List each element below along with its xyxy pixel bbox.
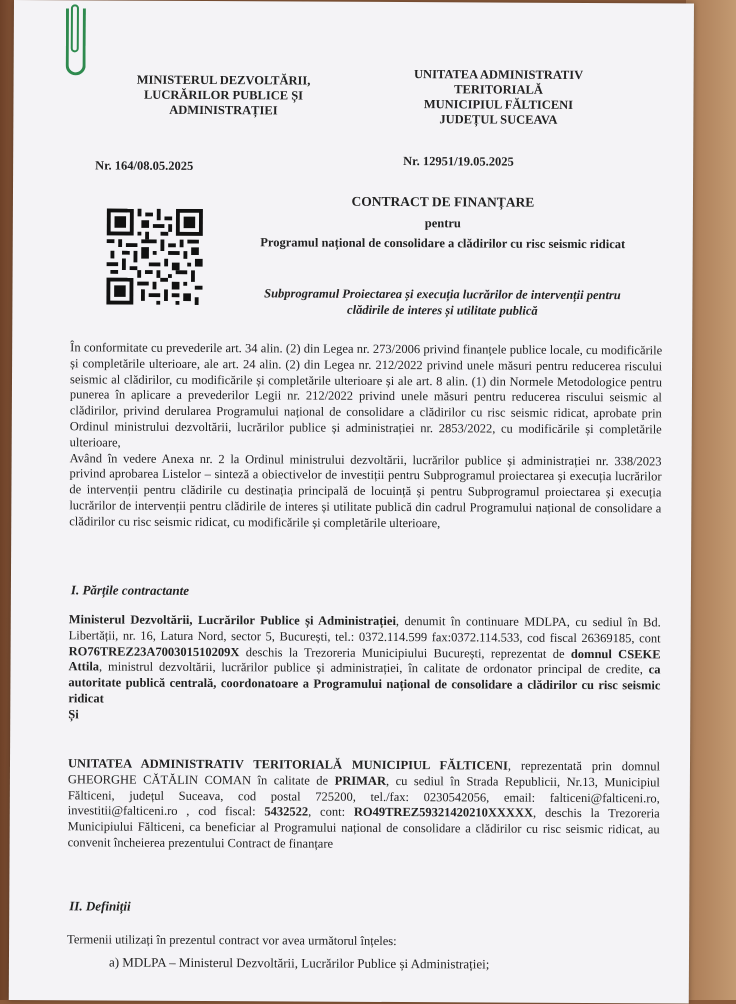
document-page (9, 0, 694, 1004)
uat-account: RO49TREZ59321420210XXXXX (353, 805, 534, 821)
program-name: Programul național de consolidare a clădirilor cu risc seismic ridicat (260, 235, 626, 252)
conjunction-and: Și (68, 707, 79, 722)
contract-title: CONTRACT DE FINANȚARE (351, 193, 535, 210)
mdlpa-role: ca autoritate publică centrală, coordonatoare a Programului național de consolidare a clădirilor cu risc seismic ridicat (68, 662, 661, 706)
section-title-definitions: II. Definiții (69, 898, 131, 914)
party-mdlpa (68, 612, 661, 726)
preamble (69, 340, 662, 533)
section-title-parties: I. Părțile contractante (70, 582, 190, 598)
uat-header: UNITATEA ADMINISTRATIV TERITORIALĂ MUNICIPIUL FĂLTICENI JUDEȚUL SUCEAVA (414, 67, 584, 127)
mdlpa-name: Ministerul Dezvoltării, Lucrărilor Publice și Administrației (68, 612, 396, 629)
mdlpa-text: , ministrul dezvoltării, lucrărilor publice și administrației, în calitate de ordonator principal de credite, (99, 659, 649, 677)
mdlpa-representative: domnul CSEKE Attila (68, 646, 661, 674)
ministry-header: MINISTERUL DEZVOLTĂRII, LUCRĂRILOR PUBLICE ȘI ADMINISTRAȚIEI (136, 72, 311, 118)
registration-number-ministry: Nr. 164/08.05.2025 (95, 158, 194, 173)
uat-name: UNITATEA ADMINISTRATIV TERITORIALĂ MUNICIPIUL FĂLTICENI (67, 756, 508, 773)
uat-text: , reprezentată prin domnul GHEORGHE CĂTĂLIN COMAN în calitate de (67, 758, 661, 788)
preamble-paragraph-2: Având în vedere Anexa nr. 2 la Ordinul ministrului dezvoltării, lucrărilor publice și administrației nr. 338/2023 privind aprobarea Listelor – sinteză a obiectivelor de investiții pentru Subprogramul proiectarea și execuția lucrărilor de intervenții pentru clădirile cu destinația principală de locuință și pentru Subprogramul proiectarea și execuția lucrărilor de intervenții pentru clădirile de interes și utilitate publică din cadrul Programului național de consolidare a clădirilor cu risc seismic ridicat, cu modificările și completările ulterioare, (69, 450, 662, 531)
mdlpa-text: deschis la Trezoreria Municipiului București, reprezentat de (239, 644, 571, 661)
mdlpa-text: , denumit în continuare MDLPA, cu sediul în Bd. Libertății, nr. 16, Latura Nord, sector 5, București, tel.: 0372.114.599 fax:0372.114.533, cod fiscal 26369185, cont (68, 614, 661, 646)
uat-fiscal-code: 5432522 (264, 804, 309, 819)
uat-text: , cont: (308, 804, 354, 820)
desk-right (686, 0, 736, 1000)
definition-item-a: a) MDLPA – Ministerul Dezvoltării, Lucrărilor Publice și Administrației; (108, 954, 490, 972)
mdlpa-account: RO76TREZ23A700301510209X (68, 643, 240, 659)
uat-role: PRIMAR (334, 773, 387, 788)
preamble-paragraph-1: În conformitate cu prevederile art. 34 alin. (2) din Legea nr. 273/2006 privind finanțele publice locale, cu modificările și completările ulterioare, ale art. 24 alin. (2) din Legea nr. 212/2022 privind unele măsuri pentru reducerea riscului seismic al clădirilor, cu modificările și completările ulterioare și ale art. 8 alin. (1) din Normele Metodologice pentru punerea în aplicare a prevederilor Legii nr. 212/2022 privind unele măsuri pentru reducerea riscului seismic al clădirilor, privind derularea Programului național de consolidare a clădirilor cu risc seismic ridicat, aprobate prin Ordinul ministrului dezvoltării, lucrărilor publice și administrației nr. 2853/2022, cu modificările și completările ulterioare, (69, 340, 663, 450)
uat-text: , deschis la Trezoreria Municipiului Fălticeni, ca beneficiar al Programului național de consolidare a clădirilor cu risc seismic ridicat, au convenit încheierea prezentului Contract de finanțare (67, 806, 660, 851)
registration-number-uat: Nr. 12951/19.05.2025 (403, 154, 514, 169)
title-pentru: pentru (424, 216, 461, 231)
uat-text: , cu sediul în Strada Republicii, Nr.13, Municipiul Fălticeni, județul Suceava, cod postal 725200, tel./fax: 0230542056, email: falticeni@falticeni.ro, investitii@falticeni.ro , cod fiscal: (67, 773, 660, 819)
subprogram-name: Subprogramul Proiectarea și execuția lucrărilor de intervenții pentru clădirile de interes și utilitate publică (264, 286, 621, 318)
definitions-intro: Termenii utilizați în prezentul contract vor avea următorul înțeles: (67, 932, 397, 949)
party-uat (68, 756, 660, 854)
paperclip-icon (66, 8, 86, 75)
qr-code-icon (104, 208, 205, 305)
